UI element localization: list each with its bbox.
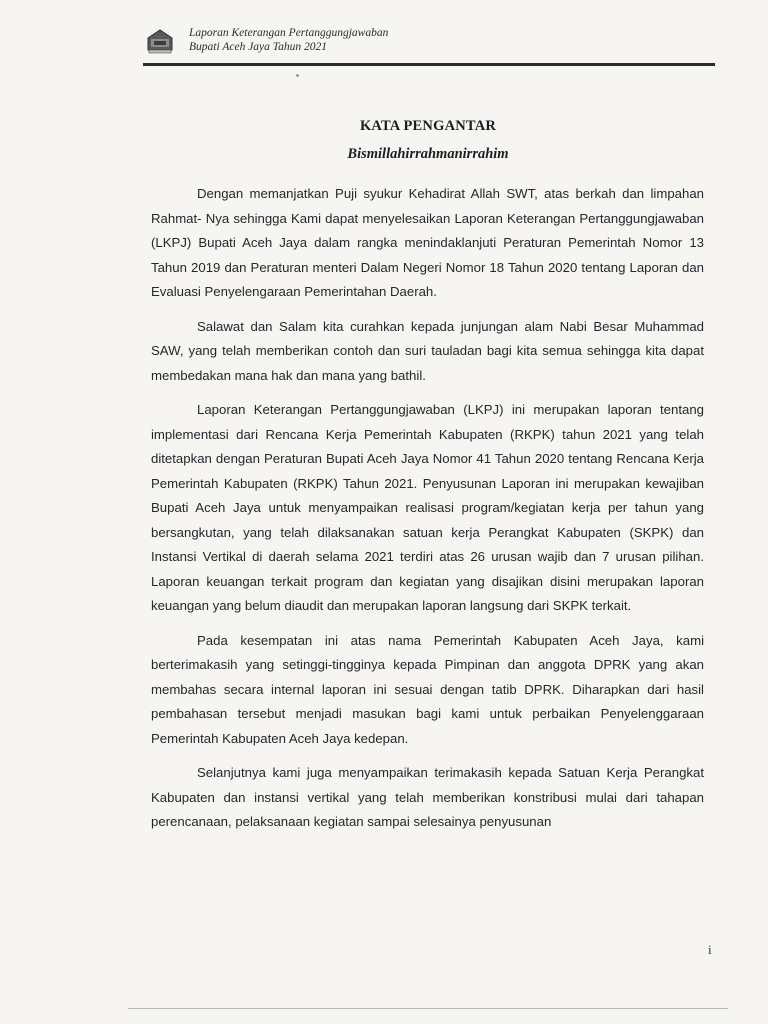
paragraph: Pada kesempatan ini atas nama Pemerintah Kabupaten Aceh Jaya, kami berterimakasih yang setinggi-tingginya kepada Pimpinan dan anggota DPRK yang akan membahas secara internal laporan ini sesuai dengan tatib DPRK. Diharapkan dari hasil pembahasan tersebut menjadi masukan bagi kami untuk perbaikan Penyelenggaraan Pemerintah Kabupaten Aceh Jaya kedepan.	[151, 632, 704, 746]
paragraph: Dengan memanjatkan Puji syukur Kehadirat Allah SWT, atas berkah dan limpahan Rahmat- Nya sehingga Kami dapat menyelesaikan Laporan Keterangan Pertanggungjawaban (LKPJ) Bupati Aceh Jaya dalam rangka menindaklanjuti Peraturan Pemerintah Nomor 13 Tahun 2019 dan Peraturan menteri Dalam Negeri Nomor 18 Tahun 2020 tentang Laporan dan Evaluasi Penyelengaraan Pemerintahan Daerah.	[151, 186, 704, 299]
body-text	[151, 182, 704, 845]
header-title	[189, 26, 388, 54]
header-line-2: Bupati Aceh Jaya Tahun 2021	[189, 41, 327, 53]
page-number: i	[708, 942, 712, 957]
page-header	[143, 24, 718, 68]
page-title: KATA PENGANTAR	[359, 118, 497, 134]
paragraph: Laporan Keterangan Pertanggungjawaban (LKPJ) ini merupakan laporan tentang implementasi dari Rencana Kerja Pemerintah Kabupaten (RKPK) tahun 2021 yang telah ditetapkan dengan Peraturan Bupati Aceh Jaya Nomor 41 Tahun 2020 tentang Rencana Kerja Pemerintah Kabupaten (RKPK) Tahun 2021. Penyusunan Laporan ini merupakan kewajiban Bupati Aceh Jaya untuk menyampaikan realisasi program/kegiatan kerja per tahun yang bersangkutan, yang telah dilaksanakan satuan kerja Perangkat Kabupaten (SKPK) dan Instansi Vertikal di daerah selama 2021 terdiri atas 26 urusan wajib dan 7 urusan pilihan. Laporan keuangan terkait program dan kegiatan yang disajikan disini merupakan laporan keuangan yang belum diaudit dan merupakan laporan langsung dari SKPK terkait.	[151, 402, 704, 613]
scan-speck	[296, 74, 299, 77]
aceh-jaya-emblem-icon	[145, 28, 175, 54]
header-line-1: Laporan Keterangan Pertanggungjawaban	[189, 27, 389, 39]
footer-divider	[128, 1008, 728, 1009]
page-subtitle: Bismillahirrahmanirrahim	[347, 146, 509, 162]
header-divider	[143, 63, 715, 66]
paragraph: Selanjutnya kami juga menyampaikan terimakasih kepada Satuan Kerja Perangkat Kabupaten dan instansi vertikal yang telah memberikan konstribusi mulai dari tahapan perencanaan, pelaksanaan kegiatan sampai selesainya penyusunan	[151, 765, 704, 829]
paragraph: Salawat dan Salam kita curahkan kepada junjungan alam Nabi Besar Muhammad SAW, yang telah memberikan contoh dan suri tauladan bagi kita semua sehingga kita dapat membedakan mana hak dan mana yang bathil.	[151, 318, 704, 383]
